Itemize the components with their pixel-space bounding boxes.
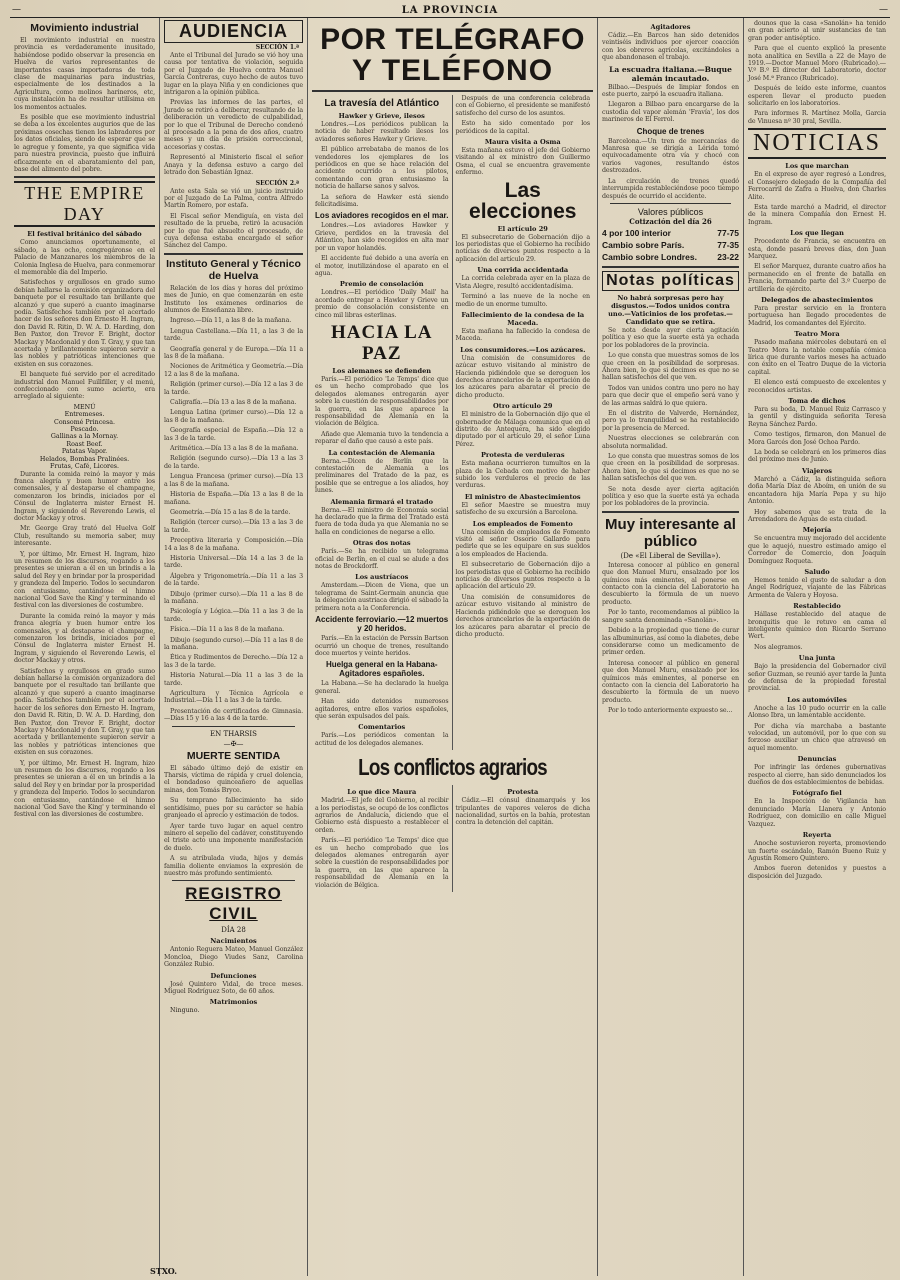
valor-row xyxy=(602,227,739,239)
section-label: SECCIÓN 2.ª xyxy=(255,179,299,187)
heading-denuncias: Denuncias xyxy=(797,755,837,764)
masthead xyxy=(10,4,890,18)
subheading-maura: Lo que dice Maura xyxy=(347,788,417,797)
paragraph: Hemos tenido el gusto de saludar a don Ángel Rodríguez, viajante de las Fábricas Armenta de Valera y Hoyosa. xyxy=(748,576,886,599)
paragraph: El subsecretario de Gobernación dijo a los periodistas que el Gobierno ha recibido noticias de diversos puntos respecto a la aplicación del artículo 29. xyxy=(455,561,590,591)
day-label: DÍA 28 xyxy=(221,926,246,935)
paragraph: Y, por último, Mr. Ernest H. Ingram, hizo un resumen de los discursos, rogando a los presentes se unieran a él en un brindis a la salud del Rey y en brindar por la prosperidad y grandeza del Imperio. Todos lo secundaron con entusiasmo, cantándose el himno nacional 'God Save the King' y terminando el festival con las diversiones de costumbre. xyxy=(14,759,155,819)
cotizacion-label: Cotización del día 26 xyxy=(629,216,712,226)
paragraph: La Habana.—Se ha declarado la huelga general. xyxy=(315,680,449,695)
menu-item: Pescado. xyxy=(70,426,99,434)
paragraph: Durante la comida reinó la mayor y más franca alegría y buen humor entre los comensales, y al destaparse el champagne, comenzaron los brindis, iniciados por el Cónsul de Inglaterra mister Ernest H. Ingram, y siguiendo el Reverendo Lewis, el doctor Mackay y otros. xyxy=(14,612,155,665)
paragraph: Esta mañana ocurrieron tumultos en la plaza de la Cebada con motivo de haber subido los verduleros el precio de las verduras. xyxy=(455,460,590,490)
paragraph: Bilbao.—Después de limpiar fondos en este puerto, zarpó la escuadra italiana. xyxy=(602,83,739,99)
heading-automoviles: Los automóviles xyxy=(787,695,847,704)
heading-elecciones: Las elecciones xyxy=(469,178,577,223)
exam-line: Caligrafía.—Día 13 a las 8 de la mañana. xyxy=(170,399,297,407)
paragraph: Ante el Tribunal del Jurado se vió hoy una causa por tentativa de violación, seguida por el Juzgado de Huelva contra Manuel García Contreras, cuyo hecho de autos tuvo lugar en la playa Niña y en condiciones que intrigaron a la opinión pública. xyxy=(164,52,303,97)
banner-telegrafo: POR TELÉGRAFO xyxy=(320,23,585,56)
paragraph: París.—El periódico 'Le Temps' dice que es un hecho comprobado que los delegados alemanes entregarán ayer sobre la cuestión de responsabilidades por la guerra, en las que aparece la responsabilidad de Alemania en la violación de Bélgica. xyxy=(315,837,449,889)
columns xyxy=(10,18,890,1276)
heading-huelga-habana: Huelga general en la Habana-Agitadores españoles. xyxy=(325,660,438,679)
paragraph: Ninguno. xyxy=(170,1007,200,1015)
column-2 xyxy=(160,18,308,1276)
exam-line: Lengua Latina (primer curso).—Día 12 a las 8 de la mañana. xyxy=(164,409,303,424)
heading-empire-day: THE EMPIRE DAY xyxy=(14,181,155,227)
heading-condesa: Fallecimiento de la condesa de la Maceda. xyxy=(461,310,585,327)
valor-row xyxy=(602,251,739,263)
heading-abastecimientos: El ministro de Abastecimientos xyxy=(464,492,581,501)
paragraph: Por dicha vía marchaba a bastante velocidad, un automóvil, por lo que con su forzoso auxiliar un chico que atravesó en aquel momento. xyxy=(748,722,886,752)
paragraph: Una comisión de consumidores de azúcar estuvo visitando al ministro de Hacienda pidiéndole que se deroguen los derechos arancelarios de la exportación de los azúcares para abaratar el precio de dicho producto. xyxy=(455,593,590,638)
paragraph: Bajo la presidencia del Gobernador civil señor Guzman, se reunió ayer tarde la Junta de defensa de la propiedad forestal provincial. xyxy=(748,663,886,693)
paragraph: Una comisión de empleados de Fomento visitó al señor Ossorio Gallardo para pedirle que se les equipare en sus sueldos a los empleados de Hacienda. xyxy=(455,528,590,558)
exam-line: Lengua Francesa (primer curso).—Día 13 a las 8 de la mañana. xyxy=(164,473,303,488)
agrarios-split xyxy=(312,785,593,892)
paragraph: Anoche a las 10 pudo ocurrir en la calle Alonso Ibra, un lamentable accidente. xyxy=(748,704,886,720)
heading-contestacion: La contestación de Alemania xyxy=(328,448,435,457)
menu-item: Roast Beef. xyxy=(66,440,103,448)
paragraph: El ministro de la Gobernación dijo que el gobernador de Málaga comunica que en el distrito de Antequera, ha sido elegido diputado por el artículo 29, el señor Luna Pérez. xyxy=(455,411,590,448)
heading-otro-articulo: Otro artículo 29 xyxy=(493,402,553,411)
heading-defunciones: Defunciones xyxy=(210,971,257,980)
heading-corrida: Una corrida accidentada xyxy=(477,266,569,275)
paragraph: Interesa conocer al público en general que don Manuel Muru, ensalzado por los químicos más eminentes, al ponerse en contacto con la ciencia del Laboratorio ha descubierto la fórmula de un nuevo producto. xyxy=(602,659,739,704)
heading-otras-notas: Otras dos notas xyxy=(352,539,411,548)
paragraph: Debido a la propiedad que tiene de curar las albuminurias, así como la diabetes, debe considerarse como un medicamento de primer orden. xyxy=(602,627,739,657)
heading-los-que-llegan: Los que llegan xyxy=(790,229,844,238)
exam-line: Lengua Castellana.—Día 11, a las 3 de la tarde. xyxy=(164,327,303,343)
banner-telefono: Y TELÉFONO xyxy=(351,54,554,87)
paragraph: Pasado mañana miércoles debutará en el Teatro Mora la notable compañía cómica lírica que durante varios meses ha actuado con éxito en el Teatro Duque de la victoria capital. xyxy=(748,339,886,376)
heading-toma-dichos: Toma de dichos xyxy=(788,397,846,406)
paragraph: En el expreso de ayer regresó a Londres, el Consejero delegado de la Compañía del Ferrocarril de Zafra a Huelva, don Charles Alite. xyxy=(748,171,886,201)
paragraph: Representó al Ministerio fiscal el señor Anaya y la defensa estuvo a cargo del letrado don Sebastián Ignaz. xyxy=(164,154,303,177)
divider xyxy=(172,726,295,727)
heading-audiencia: AUDIENCIA xyxy=(164,20,303,43)
section-label: SECCIÓN 1.ª xyxy=(255,44,299,51)
paragraph: El señor Maestre se muestra muy satisfecho de su excursión a Barcelona. xyxy=(455,501,590,517)
exam-line: Religión (tercer curso).—Día 13 a las 3 de la tarde. xyxy=(164,519,303,534)
paragraph: Procedente de Francia, se encuentra en esta, donde pasará breves días, don Juan Marquez. xyxy=(748,238,886,260)
paragraph: Esta mañana ha fallecido la condesa de Maceda. xyxy=(455,327,590,343)
heading-teatro-mora: Teatro Mora xyxy=(794,330,840,339)
paragraph: Londres.—Los periódicos publican la noticia de haber resultado ilesos los aviadores señores Hawker y Grieve. xyxy=(315,121,449,143)
paragraph: Añade que Alemania tuvo la tendencia a reparar el daño que causó a este país. xyxy=(315,430,449,446)
valor-label: 4 por 100 interior xyxy=(602,227,671,238)
column-6 xyxy=(744,18,890,1276)
heading-reyerta: Reyerta xyxy=(802,831,832,840)
paragraph: Y, por último, Mr. Ernest H. Ingram, hizo un resumen de los discursos, rogando a los presentes se unieran a él en un brindis a la salud del Rey y en brindar por la prosperidad y grandeza del Imperio. Todos lo secundaron con entusiasmo, cantándose el himno nacional 'God Save the King' y terminando el festival con las diversiones de costumbre. xyxy=(14,550,155,610)
menu-title: MENÚ xyxy=(73,403,96,411)
paragraph: A su atribulada viuda, hijos y demás familia doliente enviamos la expresión de nuestro más profundo sentimiento. xyxy=(164,855,303,877)
heading-una-junta: Una junta xyxy=(798,654,836,663)
paragraph: Llegaron a Bilbao para encargarse de la custodia del vapor alemán 'Fravía', los dos marineros de El Ferrol. xyxy=(602,101,739,124)
divider xyxy=(610,203,731,204)
telegrafo-left xyxy=(312,95,453,750)
paragraph: Relación de los días y horas del próximo mes de Junio, en que comenzarán en este Instituto los exámenes ordinarios de alumnos de Enseñanza libre. xyxy=(164,284,303,314)
divider xyxy=(164,253,303,255)
heading-choque-trenes: Choque de trenes xyxy=(636,126,705,136)
heading-protesta: Protesta xyxy=(507,788,539,797)
heading-maura-osma: Maura visita a Osma xyxy=(484,138,561,147)
telegrafo-split xyxy=(312,95,593,750)
heading-saludo: Saludo xyxy=(804,567,830,576)
paragraph: Londres.—Los aviadores Hawker y Grieve, perdidos en la travesía del Atlántico, han sido recogidos en alta mar por un vapor holandés. xyxy=(315,222,449,252)
paragraph: Se nota desde ayer cierta agitación política y eso que la suerte está ya echada por los pobladores de la provincia. xyxy=(602,326,739,349)
exam-line: Agricultura y Técnica Agrícola e Industrial.—Día 11 a las 3 de la tarde. xyxy=(164,690,303,705)
paragraph: Satisfechos y orgullosos en grado sumo debían hallarse la comisión organizadora del banquete por el resultado tan brillante que alcanzó y que superó a cuanto imaginarse podía. Satisfechos también por el acertado hacer de los señores don Ernesto H. Ingram, don David R. Ritin, D. W. A. D. Harding, don Ben Paxtor, don Trevor F. Bright, doctor Mackay y Macdonald y don T. Gray, y que tan acertada y brillantemente supieron servir a las nobles y patrióticas intenciones que existen en sus corazones. xyxy=(14,279,155,368)
heading-delegados: Delegados de abastecimientos xyxy=(761,295,873,304)
heading-verduleras: Protesta de verduleras xyxy=(480,451,565,460)
paragraph: Amsterdam.—Dicen de Viena, que un telegrama de Saint-Germain anuncia que la delegación austriaca dirigió el sábado la primera nota a la Conferencia. xyxy=(315,582,449,612)
paragraph: Berna.—El ministro de Economía social ha declarado que la firma del Tratado está fuera de toda duda ya que Alemania no se halla en condiciones de negarse a ello. xyxy=(315,506,449,536)
masthead-left: — xyxy=(12,5,21,15)
exam-line: Religión (primer curso).—Día 12 a las 3 de la tarde. xyxy=(164,381,303,396)
heading-empleados-fomento: Los empleados de Fomento xyxy=(472,519,573,528)
heading-restablecido: Restablecido xyxy=(793,602,841,611)
paragraph: El banquete fué servido por el acreditado industrial don Manuel Fuillfiller, y el menú, confeccionado con sumo acierto, era arreglado al siguiente: xyxy=(14,371,155,401)
paragraph: Para su boda, D. Manuel Ruiz Carrasco y la gentil y distinguida señorita Teresa Reyna Sánchez Pardo. xyxy=(748,406,886,428)
paragraph: París.—Se ha recibido un telegrama oficial de Berlín, en el cual se alude a dos notas de Brockdorff. xyxy=(315,548,449,571)
paragraph: Mr. George Gray trató del Huelva Golf Club, resultando su memoria saber, muy interesante. xyxy=(14,525,155,548)
menu-item: Entremeses. xyxy=(64,411,105,419)
exam-line: Psicología y Lógica.—Día 11 a las 3 de la tarde. xyxy=(164,608,303,623)
column-5 xyxy=(598,18,744,1276)
paragraph: Hállase restablecido del ataque de bronquitis que le retuvo en cama el inteligente químico don Ricardo Serrano Wert. xyxy=(748,611,886,641)
paragraph: Previas las informes de las partes, el Jurado se retiró a deliberar, resultando de la deliberación un veredicto de culpabilidad, por lo que el Tribunal de Derecho condenó al procesado a la pena de dos años, cuatro meses y un día de prisión correccional, accesorias y costas. xyxy=(164,99,303,151)
exam-line: Ética y Rudimentos de Derecho.—Día 12 a las 3 de la tarde. xyxy=(164,654,303,669)
paragraph: Hoy sabemos que se trata de la Arrendadora de Aguas de esta ciudad. xyxy=(748,508,886,523)
divider xyxy=(602,511,739,513)
paragraph: La circulación de trenes quedó interrumpida restableciéndose poco tiempo después de ocurrido el accidente. xyxy=(602,177,739,200)
paragraph: El público arrebataba de manos de los vendedores los ejemplares de los periódicos en que se hace relación del accidente ocurrido a los pilotos, comentando con gran entusiasmo la noticia de hallarse sanos y salvos. xyxy=(315,146,449,191)
heading-firmara: Alemania firmará el tratado xyxy=(330,497,434,506)
menu-item: Consomé Princesa. xyxy=(54,418,115,426)
agrarios-right xyxy=(453,785,594,892)
agrarios-left xyxy=(312,785,453,892)
paragraph: Después de leído este informe, cuantos esperen llevar el producto pueden solicitarlo en los laboratorios. xyxy=(748,85,886,108)
paragraph: Nuestras elecciones se celebrarán con absoluta normalidad. xyxy=(602,435,739,450)
divider xyxy=(172,880,295,881)
paragraph: Presentación de certificados de Gimnasia.—Días 15 y 16 a las 4 de la tarde. xyxy=(164,707,303,723)
paragraph: Esto ha sido comentado por los periódicos de la capital. xyxy=(455,120,590,135)
paragraph: Berna.—Dicen de Berlín que la contestación de Alemania a los preliminares del Tratado de la paz, es posible que se entregue a los aliados, hoy lunes. xyxy=(315,457,449,495)
heading-hacia-la-paz: HACIA LA PAZ xyxy=(331,321,433,364)
paragraph: El señor Marquez, durante cuatro años ha permanecido en el frente de batalla en Francia, formando parte del 3.º Cuerpo de artillería de ejército. xyxy=(748,263,886,293)
heading-escuadra: La escuadra italiana.—Buque alemán incautado. xyxy=(609,64,732,83)
heading-noticias: NOTICIAS xyxy=(748,128,886,159)
exam-line: Geografía especial de España.—Día 12 a las 3 de la tarde. xyxy=(164,427,303,442)
exam-line: Historia de España.—Día 13 a las 8 de la mañana. xyxy=(164,491,303,506)
valor-value: 77-75 xyxy=(717,227,739,238)
subheading-festival: El festival británico del sábado xyxy=(27,230,142,239)
paragraph: Ayer tarde tuvo lugar en aquel centro minero el sepelio del cadáver, constituyendo el triste acto una imponente manifestación de duelo. xyxy=(164,822,303,852)
paragraph: Antonio Reguera Mateo, Manuel González Moncloa, Diego Viudes Sanz, Carolina González Rubio. xyxy=(164,946,303,969)
paragraph: Como testigos, firmaron, don Manuel de Mora Garcés don José Ochoa Pardo. xyxy=(748,431,886,446)
paragraph: Durante la comida reinó la mayor y más franca alegría y buen humor entre los comensales, y al destaparse el champagne, comenzaron los brindis, iniciados por el Cónsul de Inglaterra mister Ernest H. Ingram, y siguiendo el Reverendo Lewis, el doctor Mackay y otros. xyxy=(14,470,155,522)
paragraph: Cádiz.—El cónsul dinamarqués y los tripulantes de vapores veleros de dicha nacionalidad, surtos en la bahía, protestan contra la detención del capitán. xyxy=(455,797,590,827)
paragraph: dounos que la casa «Sanolán» ha tenido en gran acierto al unir sustancias de tan gran poder antiséptico. xyxy=(748,20,886,42)
footer-mark: STXO. xyxy=(150,1266,178,1276)
paragraph: Satisfechos y orgullosos en grado sumo debían hallarse la comisión organizadora del banquete por el resultado tan brillante que alcanzó y que superó a cuanto imaginarse podía. Satisfechos también por el acertado hacer de los señores don Ernesto H. Ingram, don David R. Ritin, D. W. A. D. Harding, don Ben Paxtor, don Trevor F. Bright, doctor Mackay y Macdonald y don T. Gray, y que tan acertada y brillantemente supieron servir a las nobles y patrióticas intenciones que existen en sus corazones. xyxy=(14,667,155,757)
paragraph: José Quintero Vidal, de trece meses. Miguel Rodríguez Soto, de 60 años. xyxy=(164,980,303,995)
paragraph: Marchó a Cádiz, la distinguida señora doña María Díaz de Aboím, en unión de su encantadora hija María Pepa y su hijo Antonio. xyxy=(748,475,886,506)
paragraph: Para informes R. Martínez Molla, Garcia de Vinuesa nº 30 pral, Sevilla. xyxy=(748,110,886,125)
exam-line: Aritmética.—Día 13 a las 8 de la mañana. xyxy=(170,445,299,453)
heading-viajeros: Viajeros xyxy=(802,466,832,475)
paragraph: En la Inspección de Vigilancia han denunciado María Llanera y Antonio Rodríguez, con domicilio en calle Miguel Vazquez. xyxy=(748,798,886,828)
heading-comentarios: Comentarios xyxy=(358,723,406,732)
paragraph: Se nota desde ayer cierta agitación política y eso que la suerte está ya echada por los pobladores de la provincia. xyxy=(602,485,739,508)
valor-row xyxy=(602,239,739,251)
exam-line: Geometría.—Día 15 a las 8 de la tarde. xyxy=(170,508,291,516)
telegrafo-right xyxy=(453,95,594,750)
paragraph: Madrid.—El jefe del Gobierno, al recibir a los periodistas, se ocupó de los conflictos agrarios de Andalucía, diciendo que el Gobierno está dispuesto a restablecer el orden. xyxy=(315,797,449,834)
heading-nacimientos: Nacimientos xyxy=(210,937,257,946)
paragraph: París.—El periódico 'Le Temps' dice que es un hecho comprobado que los delegados alemanes entregarán ayer sobre la cuestión de responsabilidades por la guerra, en las que aparece la responsabilidad de Alemania en la violación de Bélgica. xyxy=(315,375,449,428)
paragraph: Por lo tanto, recomendamos al público la sangre santa denominada «Sanolán». xyxy=(602,609,739,624)
subheading-hawker: Hawker y Grieve, ilesos xyxy=(338,112,425,120)
paragraph: Para que el cuento explicó la presente nota analítica en Sevilla a 22 de Mayo de 1919.—Doctor Manuel Moro (Rubricado).—V.º B.º El director del Laboratorio, doctor José M.ª Franco (Rubricado). xyxy=(748,45,886,82)
paragraph: Lo que consta que muestras somos de los que creen en la posibilidad de sorpresas. Ahora bien, lo que si decimos es que no se hallan satisfechos del que ven. xyxy=(602,453,739,483)
paragraph: Por infringir las órdenes gubernativas respecto al cierre, han sido denunciados los dueños de dos establecimientos de bebidas. xyxy=(748,764,886,787)
heading-los-que-marchan: Los que marchan xyxy=(785,162,849,171)
heading-travesia: La travesía del Atlántico xyxy=(324,98,440,109)
divider xyxy=(312,90,593,92)
source-note: (De «El Liberal de Sevilla»). xyxy=(620,551,721,560)
exam-line: Dibujo (primer curso).—Día 11 a las 8 de la mañana. xyxy=(164,590,303,605)
paragraph: El accidente fué debido a una avería en el motor, inutilizándose el aparato en el agua. xyxy=(315,255,449,277)
paragraph: Después de una conferencia celebrada con el Gobierno, el presidente se manifestó satisfecho del curso de los asuntos. xyxy=(455,95,590,117)
paragraph: Esta tarde marchó a Madrid, el director de la minera Compañía don Ernest H. Ingram. xyxy=(748,203,886,226)
paragraph: En el distrito de Valverde, Hernández, pero ya lo tranquilidad se ha restablecido por la presencia de Merced. xyxy=(602,409,739,432)
subheading-alemanes: Los alemanes se defienden xyxy=(332,366,432,375)
heading-aviadores: Los aviadores recogidos en el mar. xyxy=(315,211,449,221)
subheading-articulo-29: El artículo 29 xyxy=(497,224,548,233)
exam-line: Historia Natural.—Día 11 a las 3 de la tarde. xyxy=(164,672,303,687)
paragraph: Como anunciamos oportunamente, el sábado, a las ocho, congregáronse en el Palacio de Manzanares los miembros de la Colonia Inglesa de Huelva, para conmemorar el memorable día del Imperio. xyxy=(14,239,155,276)
menu-item: Frutas, Café, Licores. xyxy=(49,463,120,471)
paragraph: Se encuentra muy mejorado del accidente que le aquejó, nuestro estimado amigo el Corredor de Comercio, don Joaquín Domínguez Roqueta. xyxy=(748,535,886,565)
exam-line: Preceptiva literaria y Composición.—Día 14 a las 8 de la mañana. xyxy=(164,537,303,552)
heading-fotografo: Fotógrafo fiel xyxy=(792,789,842,798)
heading-austriacos: Los austríacos xyxy=(355,573,409,582)
valor-value: 23-22 xyxy=(717,251,739,262)
exam-line: Historia Universal.—Día 14 a las 3 de la tarde. xyxy=(164,554,303,570)
paragraph: Han sido detenidos numerosos agitadores, entre ellos varios españoles, que serán expulsados del país. xyxy=(315,698,449,720)
paragraph: Nos alegramos. xyxy=(754,643,803,651)
exam-line: Nociones de Aritmética y Geometría.—Día 12 a las 8 de la mañana. xyxy=(164,363,303,378)
paragraph: Terminó a las nueve de la noche en medio de un enorme tumulto. xyxy=(455,293,590,308)
heading-accidente: Accidente ferroviario.—12 muertos y 20 heridos. xyxy=(315,615,449,634)
paragraph: La boda se celebrará en los primeros días del próximo mes de Junio. xyxy=(748,449,886,464)
paragraph: Ambos fueron detenidos y puestos a disposición del Juzgado. xyxy=(748,865,886,880)
paragraph: París.—En la estación de Perssin Bartson ocurrió un choque de trenes, resultando doce muertos y veinte heridos. xyxy=(315,635,449,657)
paragraph: La corrida celebrada ayer en la plaza de Vista Alegre, resultó accidentadísima. xyxy=(455,275,590,290)
paragraph: La señora de Hawker está siendo felicitadísima. xyxy=(315,193,449,209)
paragraph: El subsecretario de Gobernación dijo a los periodistas que el Gobierno ha recibido noticias de diversos puntos respecto a la aplicación del artículo 29. xyxy=(455,233,590,263)
column-telegrafo xyxy=(308,18,598,1276)
paragraph: Barcelona.—Un tren de mercancías de Manresa que se dirigía a Lérida tomó equivocadamente otra vía y chocó con varios vagones, resultando éstos destrozados. xyxy=(602,137,739,175)
paragraph: Londres.—El periódico 'Daily Mail' ha acordado entregar a Hawker y Grieve un premio de consolación consistente en cinco mil libras esterlinas. xyxy=(315,289,449,319)
heading-conflictos-agrarios: Los conflictos agrarios xyxy=(358,754,547,781)
paragraph: Una comisión de consumidores de azúcar estuvo visitando al ministro de Hacienda pidiéndole que se deroguen los derechos arancelarios de la exportación de los azúcares para abaratar el precio de dicho producto. xyxy=(455,354,590,399)
heading-valores: Valores públicos xyxy=(637,206,704,217)
menu-item: Patatas Vapor. xyxy=(61,448,108,456)
divider xyxy=(602,266,739,268)
paragraph: Es posible que ese movimiento industrial se deba a los excelentes augurios que de las próximas cosechas tienen los labradores por los datos oficiales, siendo de esperar que se le agregue y fomente, ya que significa vida para nuestra provincia, puesto que influirá eficazmente en el abaratamiento del pan, base del alimento del pobre. xyxy=(14,114,155,173)
masthead-right: — xyxy=(878,5,888,15)
valor-label: Cambio sobre Londres. xyxy=(602,251,697,262)
heading-movimiento: Movimiento industrial xyxy=(30,22,139,34)
valor-label: Cambio sobre París. xyxy=(602,239,685,250)
paragraph: Para prestar servicio en la frontera portuguesa han llegado procedentes de Madrid, los comandantes del Ejército. xyxy=(748,304,886,327)
exam-line: Ingreso.—Día 11, a las 8 de la mañana. xyxy=(170,317,292,325)
heading-instituto: Instituto General y Técnico de Huelva xyxy=(166,257,301,282)
ornament: —✠— xyxy=(223,739,244,748)
paragraph: Cádiz.—En Barcos han sido detenidos veintiséis individuos por ejercer coacción con los obreros agrícolas, excitándoles a que abandonasen el trabajo. xyxy=(602,32,739,62)
heading-muy-interesante: Muy interesante al público xyxy=(605,515,736,550)
heading-premio: Premio de consolación xyxy=(339,280,424,289)
paragraph: Anoche sostuvieron reyerta, promoviendo un fuerte escándalo, Ramón Bueno Ruiz y Agustín Romero Quintero. xyxy=(748,840,886,862)
heading-notas-politicas: Notas políticas xyxy=(602,271,739,291)
paragraph: Esta mañana estuvo el jefe del Gobierno visitando al ex ministro don Guillermo Osma, el cual se encuentra gravemente enfermo. xyxy=(455,147,590,177)
subheading-sorpresas: No habrá sorpresas pero hay disgustos.—Todos unidos contra uno.—Vaticinios de los profetas.—Candidato que se retira. xyxy=(608,293,733,326)
heading-muerte-sentida: MUERTE SENTIDA xyxy=(186,749,281,762)
paragraph: Todos van unidos contra uno pero no hay para que decir que el empeño será vano y de las armas saldrá lo que quiera. xyxy=(602,384,739,407)
paragraph: Lo que consta que muestras somos de los que creen en la posibilidad de sorpresas. Ahora bien, lo que si decimos es que no se hallan satisfechos del que ven. xyxy=(602,352,739,382)
exam-line: Álgebra y Trigonometría.—Día 11 a las 3 de la tarde. xyxy=(164,572,303,588)
exam-line: Religión (segundo curso).—Día 13 a las 3 de la tarde. xyxy=(164,455,303,470)
column-1 xyxy=(10,18,160,1276)
heading-tharsis: EN THARSIS xyxy=(210,729,257,738)
paragraph: El elenco está compuesto de excelentes y reconocidos artistas. xyxy=(748,379,886,394)
heading-registro-civil: REGISTRO CIVIL xyxy=(185,884,282,924)
exam-line: Geografía general y de Europa.—Día 11 a las 8 de la mañana. xyxy=(164,345,303,360)
paragraph: Por lo todo anteriormente expuesto se... xyxy=(608,707,733,715)
paragraph: El movimiento industrial en nuestra provincia es verdaderamente inusitado, habiéndose podido observar la presencia en Huelva de varios representantes de importantes casas importadoras de toda clase de maquinarias para industrias, especialmente de los destinados a la Agricultura, como molinos harineros, etc, cuya instalación ha de resultar utilísima en los momentos actuales. xyxy=(14,37,155,111)
paragraph: Su temprano fallecimiento ha sido sentidísimo, pues por su carácter se había granjeado el aprecio y estimación de todos. xyxy=(164,797,303,820)
heading-agitadores: Agitadores xyxy=(650,23,691,31)
valor-value: 77-35 xyxy=(717,239,739,250)
paragraph: Ante esta Sala se vió un juicio instruido por el Juzgado de La Palma, contra Alfredo Martín Romero, por estafa. xyxy=(164,187,303,210)
masthead-title: LA PROVINCIA xyxy=(401,4,499,16)
heading-mejoria: Mejoría xyxy=(802,526,832,535)
heading-consumidores: Los consumidores.—Los azúcares. xyxy=(460,345,586,354)
divider xyxy=(14,176,155,178)
exam-line: Física.—Día 11 a las 8 de la mañana. xyxy=(170,626,285,634)
paragraph: El sábado último dejó de existir en Tharsis, víctima de rápida y cruel dolencia, el bondadoso quinceañero de aquellas minas, don Tomás Bryce. xyxy=(164,764,303,794)
menu-item: Gallinas a la Mornay. xyxy=(50,433,119,441)
heading-matrimonios: Matrimonios xyxy=(209,998,258,1007)
paragraph: El Fiscal señor Mendiguía, en vista del resultado de la prueba, retiró la acusación por lo que fué absuelto el procesado, de cuya defensa estaba encargado el señor Sánchez del Campo. xyxy=(164,212,303,250)
menu-item: Helados, Bombas Pralinées. xyxy=(39,455,130,463)
paragraph: Interesa conocer al público en general que don Manuel Muru, ensalzado por los químicos más eminentes, al ponerse en contacto con la ciencia del Laboratorio ha descubierto la fórmula de un nuevo producto. xyxy=(602,561,739,606)
paragraph: París.—Los periódicos comentan la actitud de los delegados alemanes. xyxy=(315,732,449,747)
exam-line: Dibujo (segundo curso).—Día 11 a las 8 de la mañana. xyxy=(164,636,303,651)
